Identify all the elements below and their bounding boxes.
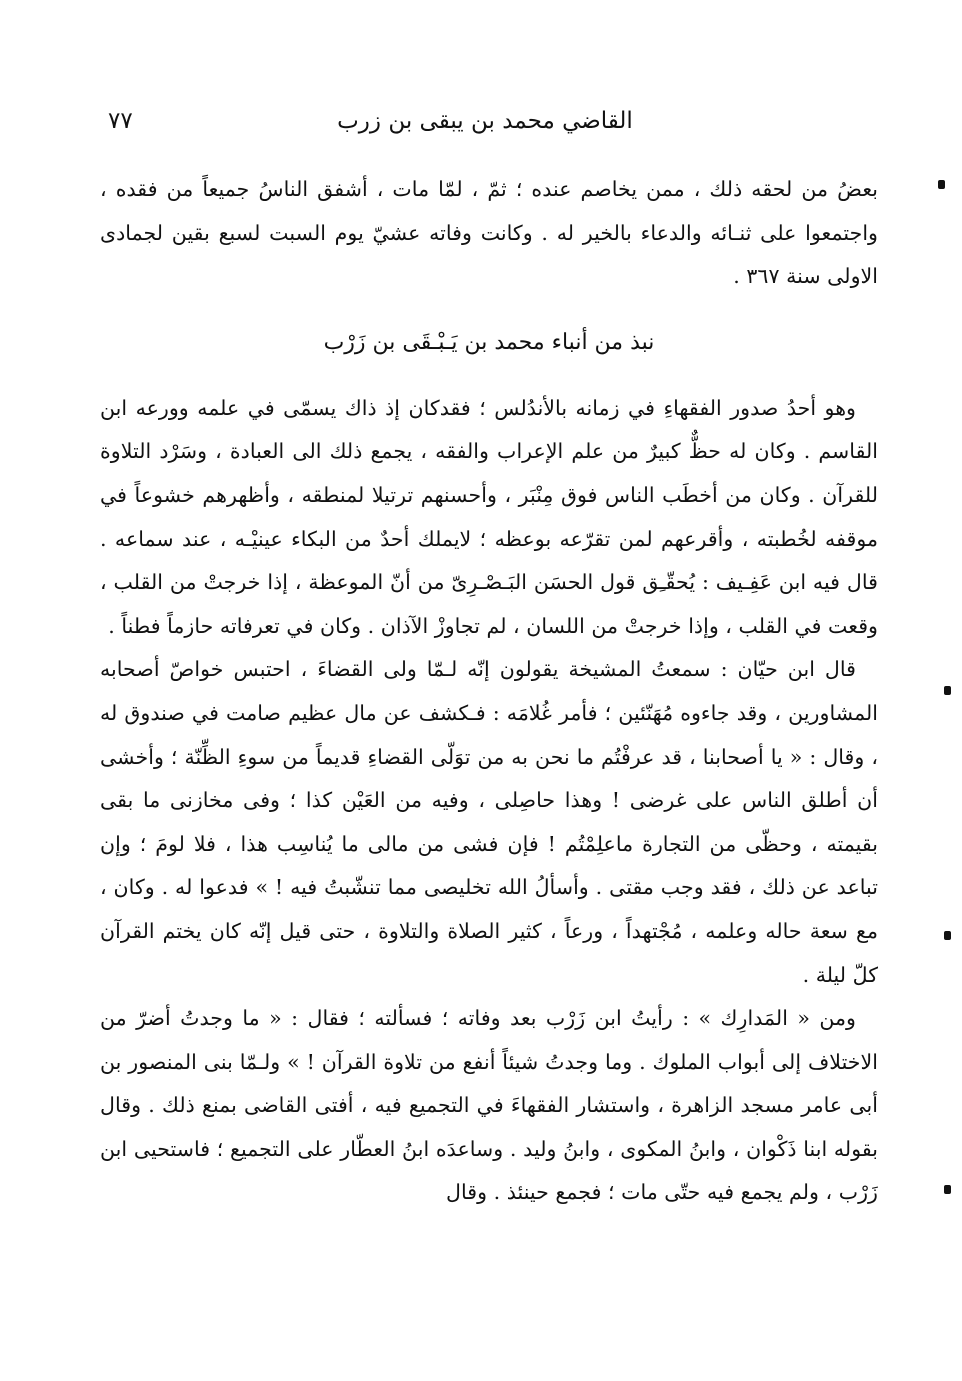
biography-paragraph: وهو أحدُ صدور الفقهاءِ في زمانه بالأندُلس ؛ فقدكان إذ ذاك يسمّى في علمه وورعه ابن القاسم . وكان له حظٌّ كبيرٌ من علم الإعراب والفقه ، يجمع ذلك الى العبادة ، وسَرْد التلاوة للقرآن . وكان من أخطَب الناس فوق مِنْبَر ، وأحسنهم ترتيلا لمنطقه ، وأظهرهم خشوعاً في موقفه لخُطبته ، وأقرعهم لمن تقرّعه بوعظه ؛ لايملك أحدٌ من البكاء عينيْـه ، عند سماعه . قال فيه ابن عَفِـيف : يُحقّـِق قول الحسَن البَـصْـرِىّ من أنّ الموعظة ، إذا خرجتْ من القلب ، وقعت في القلب ، وإذا خرجتْ من اللسان ، لم تجاوزْ الآذان . وكان في تعرفاته حازماً فطناً . (100, 395, 878, 638)
page-header (100, 108, 870, 148)
running-title: القاضي محمد بن يبقى بن زرب (337, 108, 633, 134)
margin-mark (944, 686, 951, 695)
margin-mark (944, 931, 951, 940)
madarik-paragraph: ومن « المَدارِك » : رأيتُ ابن زَرْب بعد وفاته ؛ فسألته ؛ فقال : « ما وجدتُ أضرّ من الاختلاف إلى أبواب الملوك . وما وجدتُ شيئاً أنفع من تلاوة القرآن ! » ولـمّا بنى المنصور بن أبى عامر مسجد الزاهرة ، واستشار الفقهاءَ في التجميع فيه ، أفتى القاضى بمنع ذلك . وقال بقوله ابنا ذَكْوان ، وابنُ المكوى ، وابنُ وليد . وساعدَه ابنُ العطّار على التجميع ؛ فاستحيى ابن زَرْب ، ولم يجمع فيه حتّى مات ؛ فجمع حينئذ . وقال (100, 1006, 878, 1205)
ibn-hayyan-paragraph: قال ابن حيّان : سمعتُ المشيخة يقولون إنّه لـمّا ولى القضاءَ ، احتبس خواصّ أصحابه المشاورين ، وقد جاءوه مُهَنّئين ؛ فأمر غُلامَه : فـكشف عن مال عظيم صامت في صندوق له ، وقال : « يا أصحابنا ، قد عرفْتُم ما نحن به من توَلّى القضاءِ قديماً من سوءِ الظِّنّة ؛ وأخشى أن أطلق الناس على غرضى ! وهذا حاصِلى ، وفيه من العَيْن كذا ؛ وفى مخازنى ما بقى بقيمته ، وحظّى من التجارة ماعلِمْتُم ! فإن فشى من مالى ما يُناسِب هذا ، فلا لومَ ؛ وإن تباعد عن ذلك ، فقد وجب مقتى . وأسألُ الله تخليصى مما تنشّبتُ فيه ! » فدعوا له . وكان ، مع سعة حاله وعلمه ، مُجْتهداً ، ورعاً ، كثير الصلاة والتلاوة ، حتى قيل إنّه كان يختم القرآن كلّ ليلة . (100, 657, 878, 987)
body-text (100, 168, 878, 1215)
opening-paragraph: بعضُ من لحقه ذلك ، ممن يخاصم عنده ؛ ثمّ ، لمّا مات ، أشفق الناسُ جميعاً من فقده ، واجتمعوا على ثنـائه والدعاء بالخير له . وكانت وفاته عشيّ يوم السبت لسبع بقين لجمادى الاولى سنة ٣٦٧ . (100, 177, 878, 289)
section-heading: نبذ من أنباء محمد بن يَـبْـقَى بن زَرْب (323, 329, 655, 355)
margin-mark (944, 1185, 951, 1194)
page-number: ٧٧ (108, 108, 133, 134)
margin-mark (938, 180, 945, 189)
